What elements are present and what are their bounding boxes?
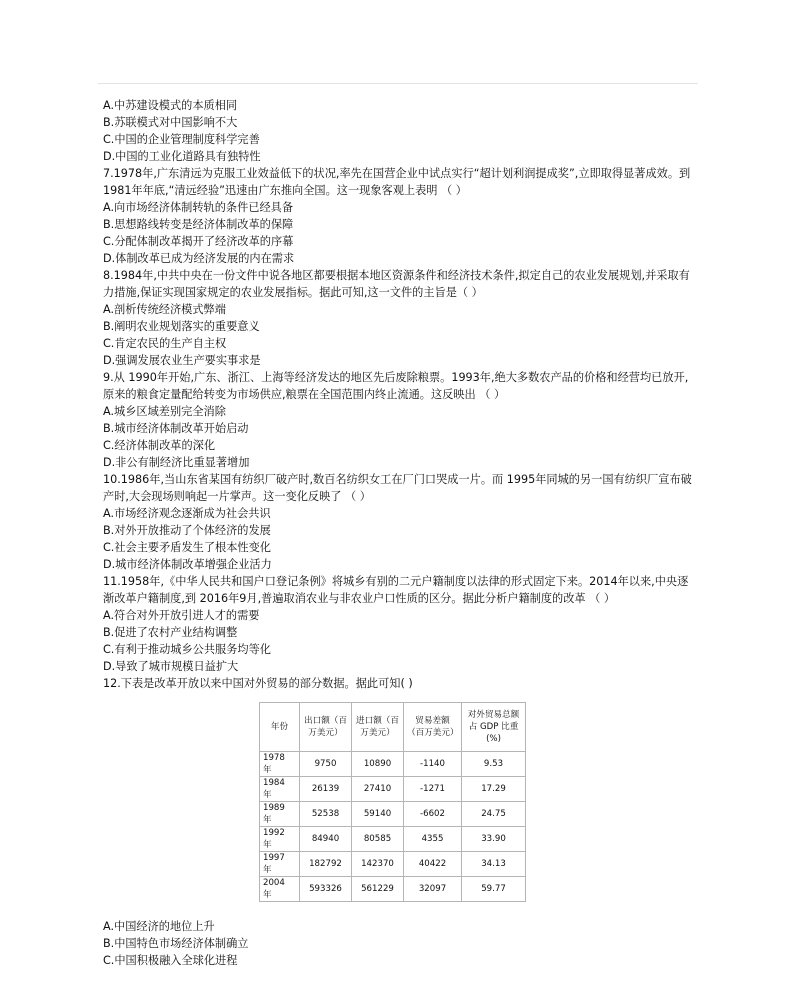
table-cell: 59.77 [462, 877, 526, 902]
question-12-stem: 12.下表是改革开放以来中国对外贸易的部分数据。据此可知( ) [103, 677, 413, 690]
table-header-cell: 出口额（百万美元） [300, 703, 352, 752]
trade-table-wrapper [259, 702, 539, 902]
table-cell: 27410 [352, 777, 404, 802]
option-line: A.中苏建设模式的本质相同 [103, 99, 238, 112]
table-row [260, 852, 526, 877]
question-9-stem: 9.从 1990年开始,广东、浙江、上海等经济发达的地区先后废除粮票。1993年,绝大多数农产品的价格和经营均已放开,原来的粮食定量配给转变为市场供应,粮票在全国范围内终止流通。这反映出 （ ） [103, 371, 689, 401]
table-cell: 24.75 [462, 802, 526, 827]
table-cell: 84940 [300, 827, 352, 852]
table-cell: 1978 年 [260, 752, 300, 777]
table-cell: 561229 [352, 877, 404, 902]
option-line: B.城市经济体制改革开始启动 [103, 422, 249, 435]
question-7-stem: 7.1978年,广东清远为克服工业效益低下的状况,率先在国营企业中试点实行“超计划利润提成奖”,立即取得显著成效。到1981年年底,“清远经验”迅速由广东推向全国。这一现象客观上表明 （ ） [103, 167, 691, 197]
table-row [260, 877, 526, 902]
option-line: C.中国的企业管理制度科学完善 [103, 133, 260, 146]
option-line: C.社会主要矛盾发生了根本性变化 [103, 541, 271, 554]
table-row [260, 777, 526, 802]
option-line: D.中国的工业化道路具有独特性 [103, 150, 261, 163]
table-cell: 34.13 [462, 852, 526, 877]
option-line: B.中国特色市场经济体制确立 [103, 937, 249, 950]
option-line: D.城市经济体制改革增强企业活力 [103, 558, 272, 571]
table-header-cell: 年份 [260, 703, 300, 752]
table-cell: 182792 [300, 852, 352, 877]
table-cell: 142370 [352, 852, 404, 877]
trade-table [259, 702, 526, 902]
table-cell: 32097 [404, 877, 462, 902]
table-cell: 9750 [300, 752, 352, 777]
top-rule [98, 83, 698, 84]
option-line: B.苏联模式对中国影响不大 [103, 116, 238, 129]
table-row [260, 752, 526, 777]
option-line: C.经济体制改革的深化 [103, 439, 216, 452]
option-line: C.有利于推动城乡公共服务均等化 [103, 643, 271, 656]
table-cell: 10890 [352, 752, 404, 777]
table-header-cell: 进口额（百万美元） [352, 703, 404, 752]
table-cell: 33.90 [462, 827, 526, 852]
table-cell: 40422 [404, 852, 462, 877]
question-10-stem: 10.1986年,当山东省某国有纺织厂破产时,数百名纺织女工在厂门口哭成一片。而 1995年同城的另一国有纺织厂宣布破产时,大会现场则响起一片掌声。这一变化反映了 （ ） [103, 473, 692, 503]
table-header-row [260, 703, 526, 752]
table-header-cell: 贸易差额（百万美元） [404, 703, 462, 752]
table-cell: 1989 年 [260, 802, 300, 827]
table-cell: -1140 [404, 752, 462, 777]
option-line: A.中国经济的地位上升 [103, 920, 215, 933]
option-line: C.中国积极融入全球化进程 [103, 954, 238, 967]
table-row [260, 802, 526, 827]
table-cell: 593326 [300, 877, 352, 902]
option-line: B.对外开放推动了个体经济的发展 [103, 524, 271, 537]
option-line: C.肯定农民的生产自主权 [103, 337, 227, 350]
table-cell: 2004 年 [260, 877, 300, 902]
option-line: D.导致了城市规模日益扩大 [103, 660, 239, 673]
table-cell: 1997 年 [260, 852, 300, 877]
table-cell: 1992 年 [260, 827, 300, 852]
table-cell: 17.29 [462, 777, 526, 802]
table-cell: 1984 年 [260, 777, 300, 802]
option-line: B.促进了农村产业结构调整 [103, 626, 238, 639]
option-line: D.非公有制经济比重显著增加 [103, 456, 250, 469]
table-row [260, 827, 526, 852]
table-cell: -6602 [404, 802, 462, 827]
table-cell: 4355 [404, 827, 462, 852]
question-8-stem: 8.1984年,中共中央在一份文件中说各地区都要根据本地区资源条件和经济技术条件,拟定自己的农业发展规划,并采取有力措施,保证实现国家规定的农业发展指标。据此可知,这一文件的主旨是（ ） [103, 269, 690, 299]
option-line: A.剖析传统经济模式弊端 [103, 303, 226, 316]
table-header-cell: 对外贸易总额占 GDP 比重 (%) [462, 703, 526, 752]
document-body [103, 97, 693, 969]
option-line: B.阐明农业规划落实的重要意义 [103, 320, 260, 333]
option-line: D.强调发展农业生产要实事求是 [103, 354, 261, 367]
table-cell: 26139 [300, 777, 352, 802]
table-cell: 80585 [352, 827, 404, 852]
table-cell: -1271 [404, 777, 462, 802]
option-line: B.思想路线转变是经济体制改革的保障 [103, 218, 294, 231]
option-line: A.向市场经济体制转轨的条件已经具备 [103, 201, 294, 214]
option-line: D.体制改革已成为经济发展的内在需求 [103, 252, 295, 265]
option-line: A.市场经济观念逐渐成为社会共识 [103, 507, 271, 520]
option-line: C.分配体制改革揭开了经济改革的序幕 [103, 235, 294, 248]
table-cell: 9.53 [462, 752, 526, 777]
option-line: A.城乡区域差别完全消除 [103, 405, 226, 418]
option-line: A.符合对外开放引进人才的需要 [103, 609, 260, 622]
question-11-stem: 11.1958年,《中华人民共和国户口登记条例》将城乡有别的二元户籍制度以法律的形式固定下来。2014年以来,中央逐渐改革户籍制度,到 2016年9月,普遍取消农业与非农业户口性质的区分。据此分析户籍制度的改革 （ ） [103, 575, 689, 605]
table-cell: 52538 [300, 802, 352, 827]
table-cell: 59140 [352, 802, 404, 827]
